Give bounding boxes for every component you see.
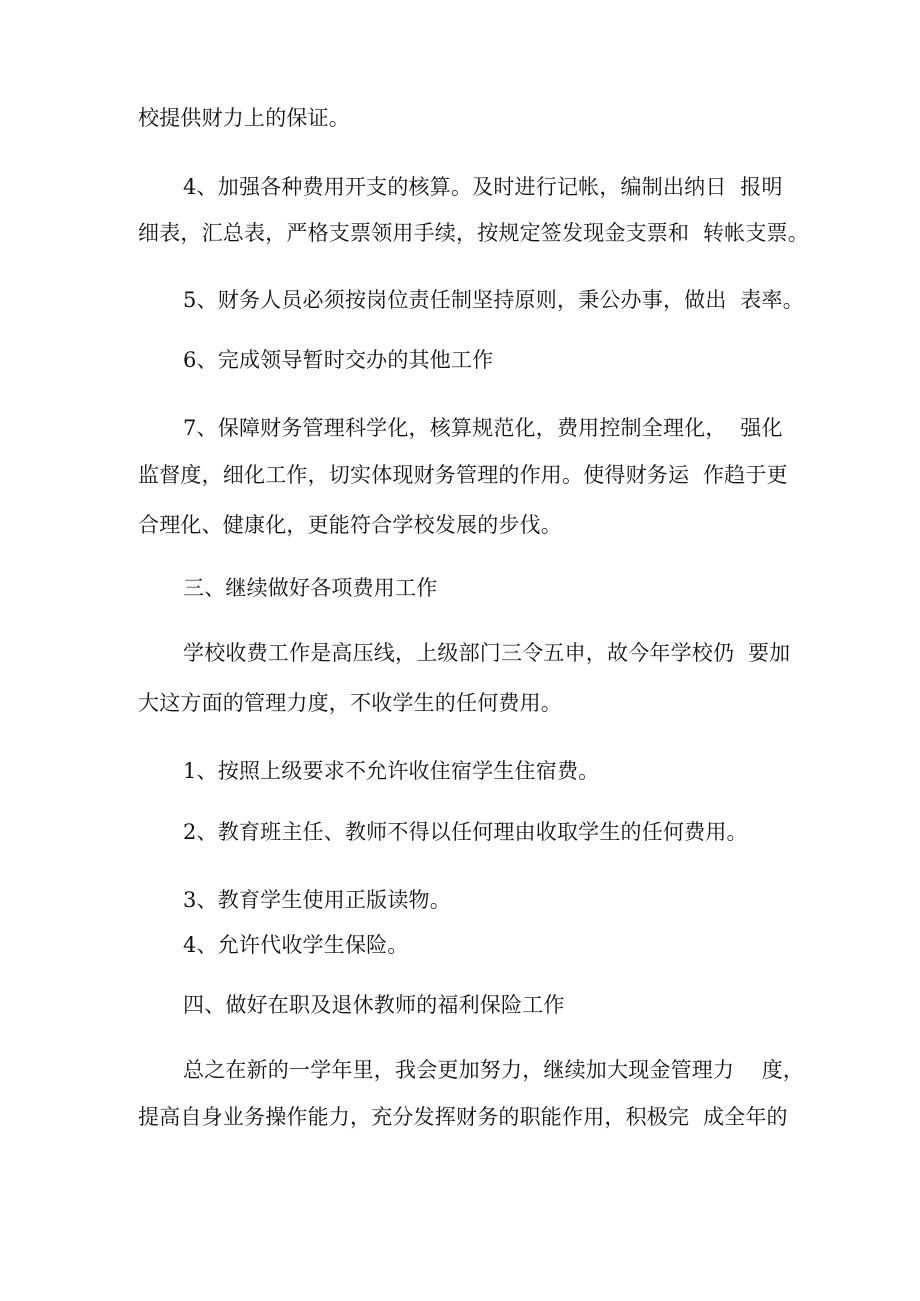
text-line: 7、保障财务管理科学化，核算规范化，费用控制全理化， 强化 [183,416,783,440]
text-line: 监督度，细化工作，切实体现财务管理的作用。使得财务运 作趋于更 [138,463,788,487]
text-line: 5、财务人员必须按岗位责任制坚持原则，秉公办事，做出 表率。 [183,288,804,312]
text-line: 4、允许代收学生保险。 [183,933,409,957]
text-line: 校提供财力上的保证。 [138,106,350,130]
text-line: 合理化、健康化，更能符合学校发展的步伐。 [138,513,562,537]
text-line: 细表，汇总表，严格支票领用手续，按规定签发现金支票和 转帐支票。 [138,221,809,245]
text-line: 总之在新的一学年里，我会更加努力，继续加大现金管理力 度， [183,1058,805,1082]
text-line: 3、教育学生使用正版读物。 [183,888,451,912]
text-line: 提高自身业务操作能力，充分发挥财务的职能作用，积极完 成全年的 [138,1105,788,1129]
text-line: 4、加强各种费用开支的核算。及时进行记帐，编制出纳日 报明 [183,175,783,199]
text-line: 学校收费工作是高压线，上级部门三令五申，故今年学校仍 要加 [183,641,791,665]
text-line: 6、完成领导暂时交办的其他工作 [183,348,494,372]
section-heading: 三、继续做好各项费用工作 [183,576,438,600]
section-heading: 四、做好在职及退休教师的福利保险工作 [183,993,565,1017]
text-line: 1、按照上级要求不允许收住宿学生住宿费。 [183,759,600,783]
text-line: 2、教育班主任、教师不得以任何理由收取学生的任何费用。 [183,820,748,844]
text-line: 大这方面的管理力度，不收学生的任何费用。 [138,691,562,715]
